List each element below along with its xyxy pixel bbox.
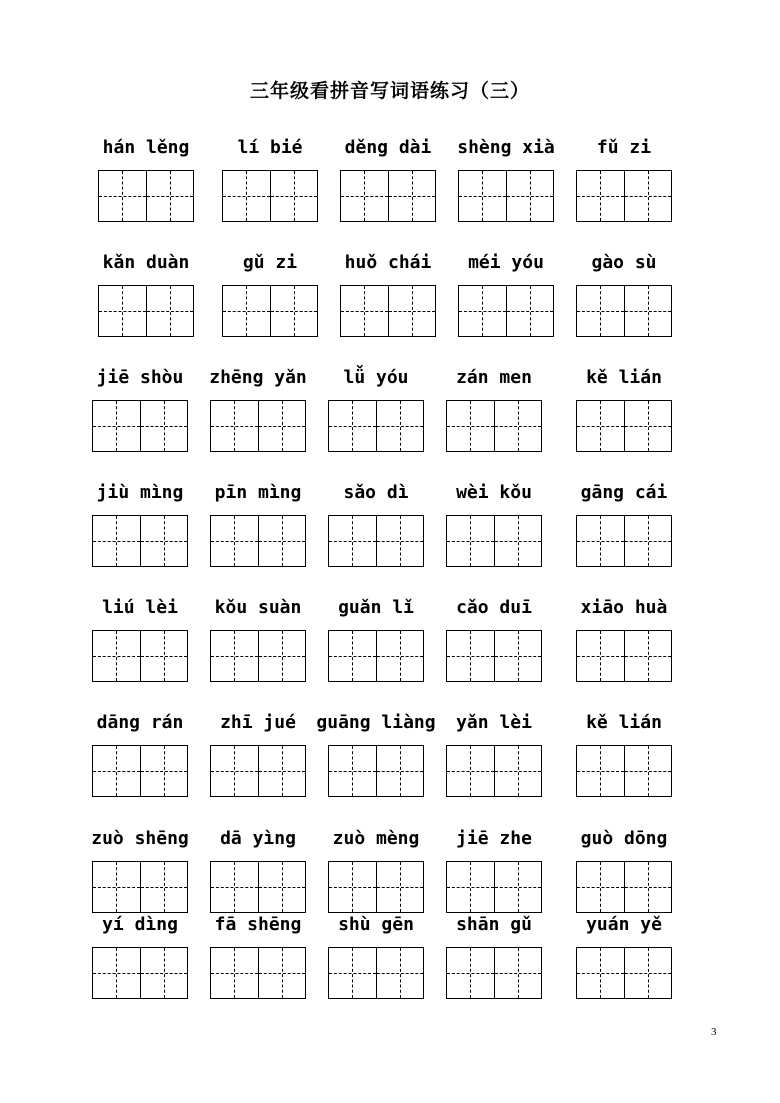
character-square[interactable]: [376, 862, 424, 912]
writing-box[interactable]: [446, 515, 542, 567]
character-square[interactable]: [99, 286, 146, 336]
character-square[interactable]: [211, 631, 258, 681]
writing-box[interactable]: [210, 630, 306, 682]
character-square[interactable]: [494, 746, 542, 796]
character-square[interactable]: [270, 171, 318, 221]
pinyin-label: zuò shēng: [91, 828, 189, 849]
character-square[interactable]: [577, 631, 624, 681]
character-square[interactable]: [459, 286, 506, 336]
writing-box[interactable]: [92, 400, 188, 452]
character-square[interactable]: [577, 401, 624, 451]
writing-box[interactable]: [576, 285, 672, 337]
character-square[interactable]: [258, 862, 306, 912]
character-square[interactable]: [577, 516, 624, 566]
character-square[interactable]: [93, 746, 140, 796]
writing-box[interactable]: [340, 285, 436, 337]
character-square[interactable]: [447, 401, 494, 451]
character-square[interactable]: [140, 948, 188, 998]
character-square[interactable]: [577, 862, 624, 912]
character-square[interactable]: [211, 746, 258, 796]
character-square[interactable]: [329, 401, 376, 451]
writing-box[interactable]: [446, 630, 542, 682]
pinyin-label: guò dōng: [580, 828, 668, 849]
character-square[interactable]: [146, 286, 194, 336]
writing-box[interactable]: [92, 745, 188, 797]
pinyin-label: fā shēng: [214, 914, 302, 935]
character-square[interactable]: [624, 948, 672, 998]
pinyin-label: huǒ chái: [344, 252, 432, 273]
character-square[interactable]: [577, 746, 624, 796]
pinyin-label: méi yóu: [468, 252, 544, 273]
page-number: 3: [711, 1026, 717, 1038]
character-square[interactable]: [376, 631, 424, 681]
writing-box[interactable]: [446, 745, 542, 797]
character-square[interactable]: [388, 286, 436, 336]
character-square[interactable]: [447, 516, 494, 566]
writing-box[interactable]: [576, 947, 672, 999]
writing-box[interactable]: [92, 515, 188, 567]
character-square[interactable]: [341, 171, 388, 221]
pinyin-label: zhī jué: [220, 712, 296, 733]
character-square[interactable]: [140, 516, 188, 566]
pinyin-label: lí bié: [237, 137, 303, 158]
pinyin-label: yǎn lèi: [456, 712, 532, 733]
character-square[interactable]: [93, 948, 140, 998]
character-square[interactable]: [93, 862, 140, 912]
pinyin-label: lǚ yóu: [343, 367, 409, 388]
writing-box[interactable]: [576, 630, 672, 682]
character-square[interactable]: [624, 401, 672, 451]
writing-box[interactable]: [446, 400, 542, 452]
character-square[interactable]: [447, 948, 494, 998]
character-square[interactable]: [376, 401, 424, 451]
writing-box[interactable]: [328, 400, 424, 452]
character-square[interactable]: [376, 516, 424, 566]
character-square[interactable]: [447, 862, 494, 912]
pinyin-label: jiù mìng: [96, 482, 184, 503]
pinyin-label: fǔ zi: [596, 137, 652, 158]
writing-box[interactable]: [328, 745, 424, 797]
character-square[interactable]: [140, 862, 188, 912]
writing-box[interactable]: [328, 947, 424, 999]
writing-box[interactable]: [92, 861, 188, 913]
character-square[interactable]: [211, 401, 258, 451]
character-square[interactable]: [624, 171, 672, 221]
writing-box[interactable]: [210, 861, 306, 913]
writing-box[interactable]: [340, 170, 436, 222]
character-square[interactable]: [329, 516, 376, 566]
character-square[interactable]: [494, 401, 542, 451]
pinyin-label: sǎo dì: [343, 482, 409, 503]
character-square[interactable]: [624, 631, 672, 681]
character-square[interactable]: [388, 171, 436, 221]
writing-box[interactable]: [328, 630, 424, 682]
writing-box[interactable]: [458, 285, 554, 337]
writing-box[interactable]: [328, 515, 424, 567]
writing-box[interactable]: [92, 947, 188, 999]
writing-box[interactable]: [328, 861, 424, 913]
writing-box[interactable]: [576, 745, 672, 797]
character-square[interactable]: [93, 631, 140, 681]
pinyin-label: děng dài: [344, 137, 432, 158]
character-square[interactable]: [258, 516, 306, 566]
pinyin-label: kǎn duàn: [102, 252, 190, 273]
writing-box[interactable]: [222, 170, 318, 222]
pinyin-label: jiē zhe: [456, 828, 532, 849]
character-square[interactable]: [270, 286, 318, 336]
pinyin-label: zhēng yǎn: [209, 367, 307, 388]
writing-box[interactable]: [210, 515, 306, 567]
character-square[interactable]: [447, 631, 494, 681]
character-square[interactable]: [258, 948, 306, 998]
writing-box[interactable]: [210, 947, 306, 999]
character-square[interactable]: [376, 948, 424, 998]
character-square[interactable]: [376, 746, 424, 796]
character-square[interactable]: [459, 171, 506, 221]
pinyin-label: yuán yě: [586, 914, 662, 935]
character-square[interactable]: [329, 746, 376, 796]
pinyin-label: kě lián: [586, 712, 662, 733]
pinyin-label: pīn mìng: [214, 482, 302, 503]
pinyin-label: kě lián: [586, 367, 662, 388]
character-square[interactable]: [506, 286, 554, 336]
character-square[interactable]: [624, 862, 672, 912]
character-square[interactable]: [494, 948, 542, 998]
character-square[interactable]: [329, 948, 376, 998]
pinyin-label: shù gēn: [338, 914, 414, 935]
pinyin-label: kǒu suàn: [214, 597, 302, 618]
character-square[interactable]: [211, 948, 258, 998]
pinyin-label: shān gǔ: [456, 914, 532, 935]
character-square[interactable]: [211, 516, 258, 566]
writing-box[interactable]: [576, 400, 672, 452]
writing-box[interactable]: [210, 400, 306, 452]
pinyin-label: zán men: [456, 367, 532, 388]
pinyin-label: hán lěng: [102, 137, 190, 158]
character-square[interactable]: [99, 171, 146, 221]
character-square[interactable]: [341, 286, 388, 336]
writing-box[interactable]: [98, 285, 194, 337]
character-square[interactable]: [506, 171, 554, 221]
character-square[interactable]: [93, 516, 140, 566]
character-square[interactable]: [223, 286, 270, 336]
writing-box[interactable]: [98, 170, 194, 222]
character-square[interactable]: [624, 286, 672, 336]
pinyin-label: dāng rán: [96, 712, 184, 733]
pinyin-label: dā yìng: [220, 828, 296, 849]
worksheet-title: 三年级看拼音写词语练习（三）: [249, 80, 530, 102]
character-square[interactable]: [329, 862, 376, 912]
character-square[interactable]: [329, 631, 376, 681]
character-square[interactable]: [258, 631, 306, 681]
writing-box[interactable]: [210, 745, 306, 797]
character-square[interactable]: [577, 948, 624, 998]
character-square[interactable]: [494, 516, 542, 566]
character-square[interactable]: [577, 286, 624, 336]
writing-box[interactable]: [222, 285, 318, 337]
character-square[interactable]: [258, 401, 306, 451]
character-square[interactable]: [494, 631, 542, 681]
character-square[interactable]: [577, 171, 624, 221]
writing-box[interactable]: [458, 170, 554, 222]
pinyin-label: gǔ zi: [242, 252, 298, 273]
writing-box[interactable]: [576, 515, 672, 567]
writing-box[interactable]: [576, 861, 672, 913]
character-square[interactable]: [624, 516, 672, 566]
pinyin-label: shèng xià: [457, 137, 555, 158]
character-square[interactable]: [211, 862, 258, 912]
character-square[interactable]: [146, 171, 194, 221]
pinyin-label: liú lèi: [102, 597, 178, 618]
pinyin-label: cǎo duī: [456, 597, 532, 618]
character-square[interactable]: [140, 401, 188, 451]
pinyin-label: guǎn lǐ: [338, 597, 414, 618]
character-square[interactable]: [494, 862, 542, 912]
character-square[interactable]: [93, 401, 140, 451]
character-square[interactable]: [624, 746, 672, 796]
writing-box[interactable]: [576, 170, 672, 222]
pinyin-label: gào sù: [591, 252, 657, 273]
writing-box[interactable]: [446, 861, 542, 913]
character-square[interactable]: [223, 171, 270, 221]
character-square[interactable]: [258, 746, 306, 796]
pinyin-label: xiāo huà: [580, 597, 668, 618]
character-square[interactable]: [140, 746, 188, 796]
pinyin-label: guāng liàng: [316, 712, 436, 733]
pinyin-label: zuò mèng: [332, 828, 420, 849]
writing-box[interactable]: [92, 630, 188, 682]
character-square[interactable]: [140, 631, 188, 681]
writing-box[interactable]: [446, 947, 542, 999]
pinyin-label: yí dìng: [102, 914, 178, 935]
pinyin-label: jiē shòu: [96, 367, 184, 388]
character-square[interactable]: [447, 746, 494, 796]
pinyin-label: gāng cái: [580, 482, 668, 503]
pinyin-label: wèi kǒu: [456, 482, 532, 503]
